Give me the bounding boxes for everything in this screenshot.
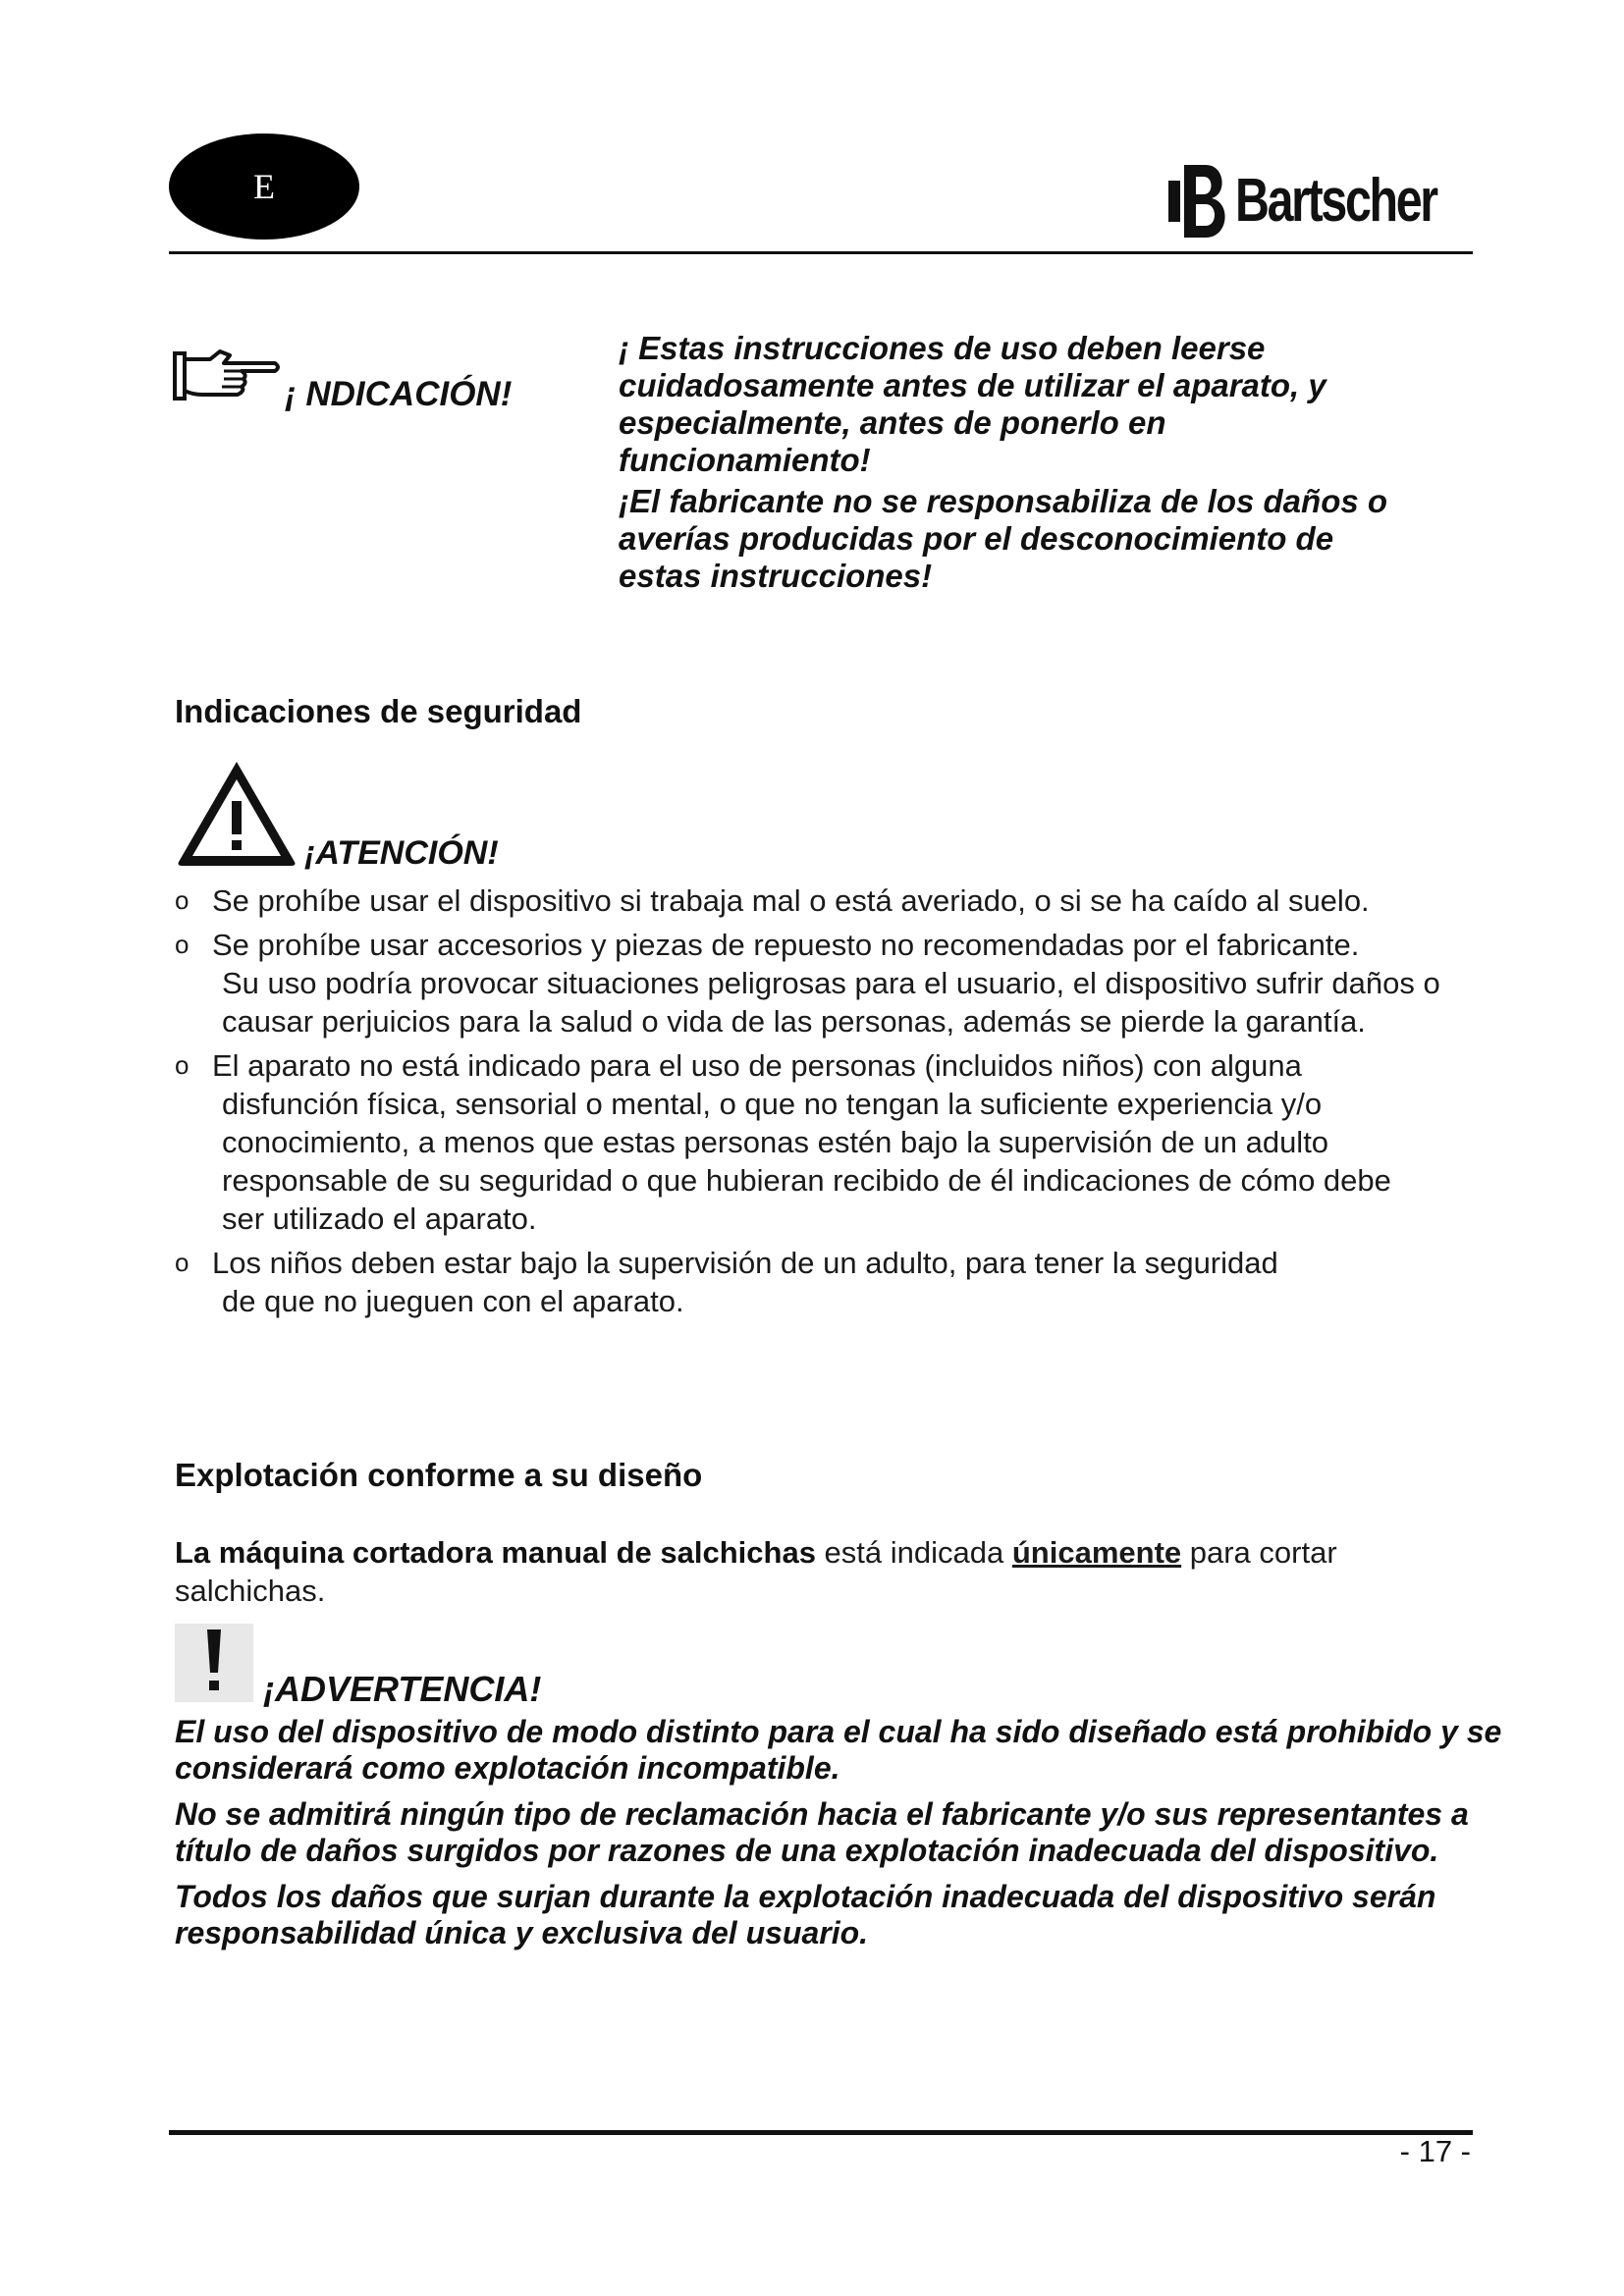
- pointing-hand-icon: [173, 346, 283, 406]
- indicacion-label: ¡ NDICACIÓN!: [285, 375, 513, 413]
- indicacion-text: [619, 330, 1404, 599]
- explotacion-text-mid: está indicada: [815, 1535, 1012, 1570]
- atencion-label: ¡ATENCIÓN!: [304, 834, 499, 872]
- bullet-icon: o: [175, 885, 189, 915]
- list-item-continuation: de que no jueguen con el aparato.: [222, 1284, 684, 1318]
- list-item: [175, 1244, 1490, 1320]
- header-divider: [169, 251, 1473, 254]
- list-item-text: Los niños deben estar bajo la supervisión de un adulto, para tener la seguridad: [212, 1246, 1278, 1280]
- advertencia-paragraph: No se admitirá ningún tipo de reclamación hacia el fabricante y/o sus representantes a título de daños surgidos por razones de una explotación inadecuada del dispositivo.: [175, 1796, 1469, 1868]
- list-item-text: Se prohíbe usar el dispositivo si trabaja mal o está averiado, o si se ha caído al suelo.: [212, 883, 1370, 918]
- footer-divider: [169, 2130, 1473, 2135]
- seguridad-heading: Indicaciones de seguridad: [175, 693, 582, 729]
- brand-logo-text: Bartscher: [1235, 167, 1436, 235]
- advertencia-text: [175, 1714, 1510, 1961]
- list-item-text: Se prohíbe usar accesorios y piezas de repuesto no recomendadas por el fabricante.: [212, 928, 1360, 962]
- bullet-icon: o: [175, 1248, 189, 1277]
- warning-triangle-icon: [173, 756, 300, 870]
- page-number: - 17 -: [1399, 2134, 1471, 2168]
- explotacion-text: [175, 1533, 1451, 1610]
- advertencia-label: ¡ADVERTENCIA!: [263, 1669, 542, 1709]
- list-item: [175, 881, 1490, 920]
- exclamation-icon: [175, 1624, 253, 1702]
- list-item-continuation: disfunción física, sensorial o mental, o que no tengan la suficiente experiencia y/o conocimiento, a menos que estas personas estén bajo la supervisión de un adulto responsable de su seguridad o que hubieran recibido de él indicaciones de cómo debe ser utilizado el aparato.: [222, 1087, 1391, 1236]
- indicacion-paragraph: ¡El fabricante no se responsabiliza de los daños o averías producidas por el desconocimiento de estas instrucciones!: [619, 483, 1388, 594]
- explotacion-text-end: para cortar salchichas.: [175, 1535, 1337, 1608]
- emphasis-unicamente: únicamente: [1011, 1535, 1182, 1570]
- list-item-text: El aparato no está indicado para el uso de personas (incluidos niños) con alguna: [212, 1048, 1302, 1083]
- list-item: [175, 926, 1490, 1041]
- list-item-continuation: Su uso podría provocar situaciones peligrosas para el usuario, el dispositivo sufrir daños o causar perjuicios para la salud o vida de las personas, además se pierde la garantía.: [222, 966, 1440, 1039]
- safety-list: [175, 881, 1490, 1326]
- bartscher-b-icon: [1166, 159, 1235, 243]
- list-item: [175, 1046, 1490, 1238]
- language-badge: E: [169, 133, 359, 240]
- advertencia-paragraph: Todos los daños que surjan durante la explotación inadecuada del dispositivo serán responsabilidad única y exclusiva del usuario.: [175, 1879, 1436, 1950]
- bullet-icon: o: [175, 1050, 189, 1080]
- brand-logo: [1166, 157, 1492, 245]
- indicacion-paragraph: ¡ Estas instrucciones de uso deben leerse cuidadosamente antes de utilizar el aparato, y especialmente, antes de ponerlo en funcionamiento!: [619, 330, 1326, 478]
- bullet-icon: o: [175, 930, 189, 959]
- explotacion-heading: Explotación conforme a su diseño: [175, 1457, 703, 1493]
- product-name: La máquina cortadora manual de salchichas: [175, 1535, 816, 1570]
- advertencia-paragraph: El uso del dispositivo de modo distinto para el cual ha sido diseñado está prohibido y se considerará como explotación incompatible.: [175, 1714, 1502, 1786]
